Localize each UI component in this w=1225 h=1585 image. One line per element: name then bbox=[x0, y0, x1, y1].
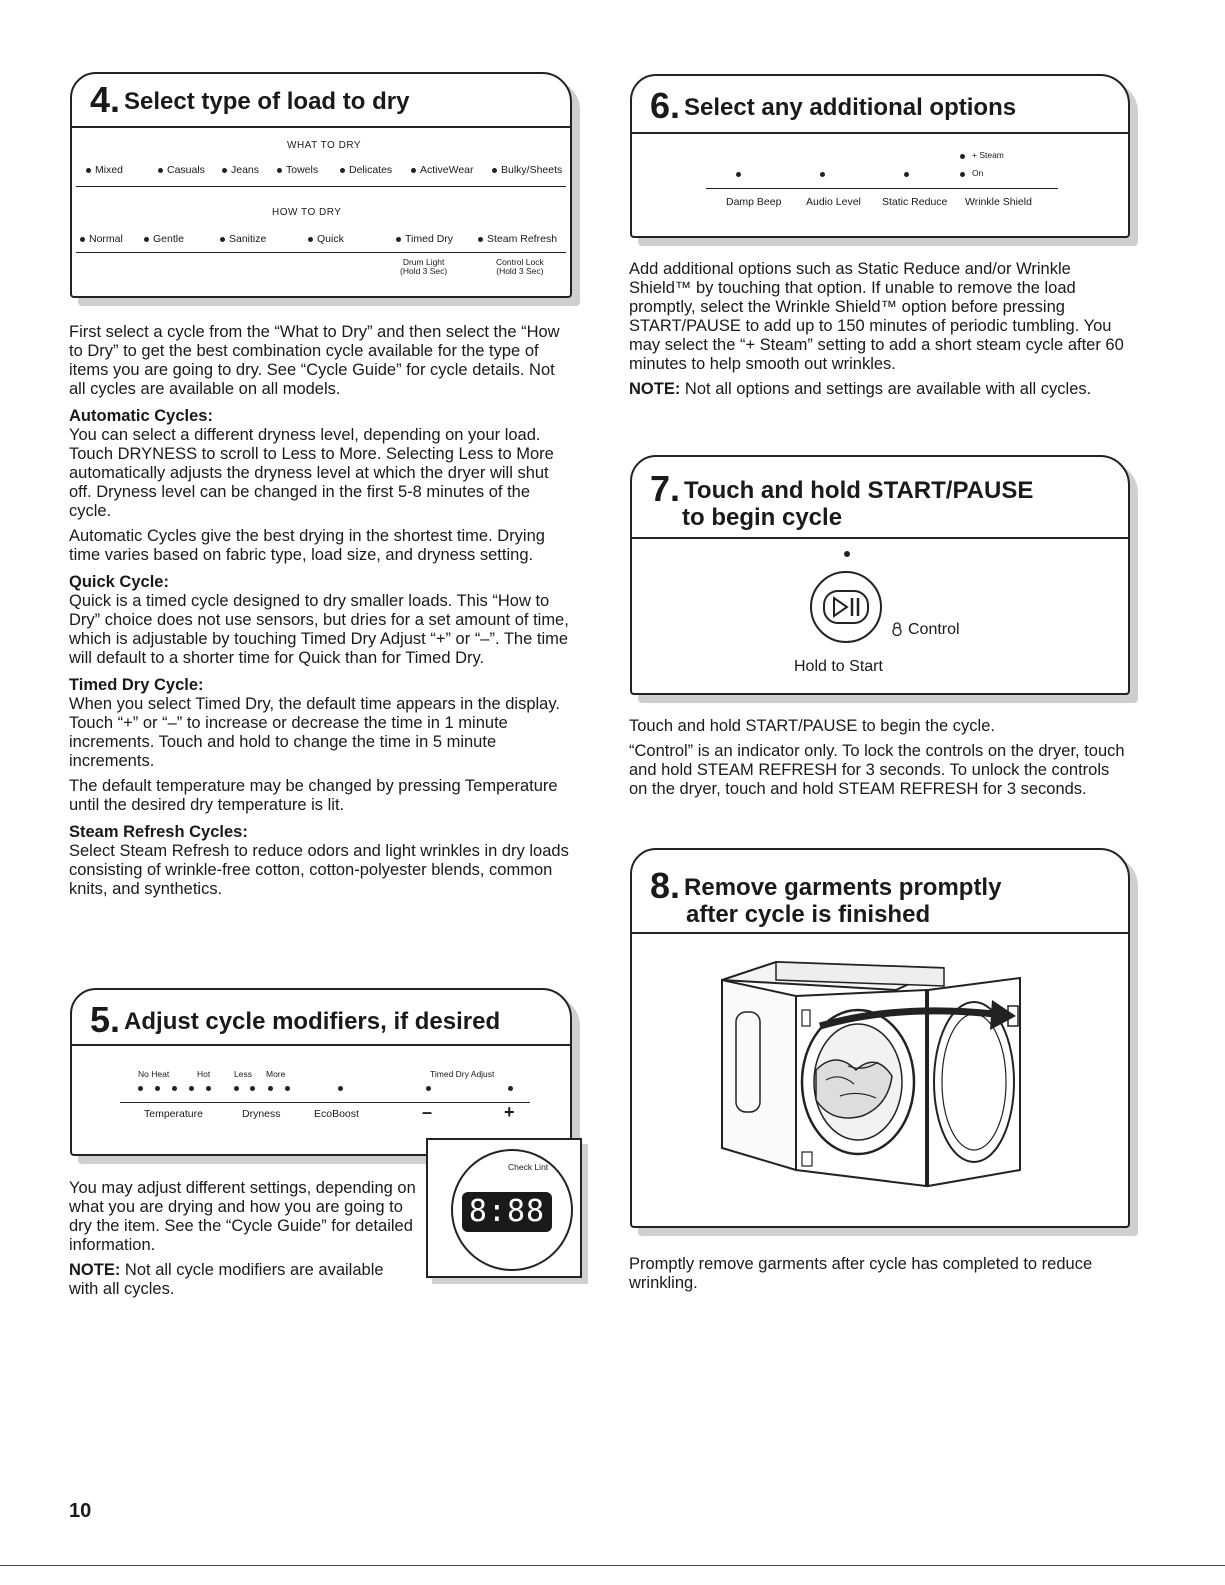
step5-note: NOTE: Not all cycle modifiers are available with all cycles. bbox=[69, 1261, 384, 1298]
step5-text bbox=[69, 1179, 417, 1299]
temperature-label: Temperature bbox=[144, 1108, 203, 1120]
option-label: Wrinkle Shield bbox=[965, 196, 1032, 208]
drum-light-label: Drum Light (Hold 3 Sec) bbox=[400, 257, 448, 276]
more-label: More bbox=[266, 1069, 286, 1079]
step5-header bbox=[72, 990, 570, 1046]
step6-title: 6. Select any additional options bbox=[650, 85, 1017, 126]
what-item: Mixed bbox=[86, 164, 123, 176]
what-item: Bulky/Sheets bbox=[492, 164, 562, 176]
automatic-cycles-p2: Automatic Cycles give the best drying in the shortest time. Drying time varies based on fabric type, load size, and dryness setting. bbox=[69, 527, 545, 564]
automatic-cycles-p1: You can select a different dryness level, depending on your load. Touch DRYNESS to scroll to Less to More. Selecting Less to More automatically adjusts the dryness level at which the dryer will shut off. Dryness level can be changed in the first 5-8 minutes of the cycle. bbox=[69, 426, 554, 520]
how-to-dry-label: HOW TO DRY bbox=[272, 207, 342, 218]
control-lock-label: Control Lock (Hold 3 Sec) bbox=[496, 257, 544, 276]
step7-title: 7. Touch and hold START/PAUSE to begin cycle bbox=[650, 468, 1034, 531]
control-label: Control bbox=[908, 621, 960, 638]
how-item: Steam Refresh bbox=[478, 233, 557, 245]
less-label: Less bbox=[234, 1069, 252, 1079]
quick-cycle-p: Quick is a timed cycle designed to dry smaller loads. This “How to Dry” choice does not use sensors, but dries for a set amount of time, which is adjustable by touching Timed Dry Adjust “+” or “–”. The time will default to a shorter time for Quick than for Timed Dry. bbox=[69, 592, 569, 667]
timed-dry-heading: Timed Dry Cycle: bbox=[69, 676, 204, 694]
dryness-label: Dryness bbox=[242, 1108, 281, 1120]
step4-text bbox=[69, 323, 569, 899]
how-item: Timed Dry bbox=[396, 233, 453, 245]
how-item: Quick bbox=[308, 233, 344, 245]
quick-cycle-heading: Quick Cycle: bbox=[69, 573, 169, 591]
step7-p2: “Control” is an indicator only. To lock the controls on the dryer, touch and hold STEAM REFRESH for 3 seconds. To unlock the controls on the dryer, touch and hold STEAM REFRESH for 3 seconds. bbox=[629, 742, 1125, 798]
what-item: Towels bbox=[277, 164, 318, 176]
display-digits: 8:88 bbox=[468, 1194, 546, 1229]
option-label: Static Reduce bbox=[882, 196, 948, 208]
step7-header bbox=[632, 457, 1128, 539]
footer-rule bbox=[0, 1565, 1225, 1566]
plus-button: + bbox=[504, 1102, 515, 1122]
step4-panel bbox=[70, 72, 572, 298]
modifier-rule bbox=[120, 1102, 530, 1103]
ecoboost-label: EcoBoost bbox=[314, 1108, 359, 1120]
steam-refresh-p: Select Steam Refresh to reduce odors and light wrinkles in dry loads consisting of wrinkle-free cotton, cotton-polyester blends, common knits, and synthetics. bbox=[69, 842, 569, 898]
option-label: Damp Beep bbox=[726, 196, 782, 208]
step6-p1: Add additional options such as Static Reduce and/or Wrinkle Shield™ by touching that option. If unable to remove the load promptly, select the Wrinkle Shield™ option before pressing START/PAUSE to add up to 150 minutes of periodic tumbling. You may select the “+ Steam” setting to add a short steam cycle after 60 minutes to help smooth out wrinkles. bbox=[629, 260, 1124, 373]
timed-dry-p1: When you select Timed Dry, the default time appears in the display. Touch “+” or “–” to increase or decrease the time in 1 minute increments. Touch and hold to change the time in 5 minute increments. bbox=[69, 695, 560, 770]
step8-header bbox=[632, 850, 1128, 934]
steam-refresh-heading: Steam Refresh Cycles: bbox=[69, 823, 248, 841]
step7-text bbox=[629, 717, 1129, 799]
option-label: Audio Level bbox=[806, 196, 861, 208]
minus-button: – bbox=[422, 1102, 433, 1122]
dryer-illustration bbox=[716, 950, 1046, 1190]
lock-icon bbox=[890, 621, 904, 637]
what-to-dry-label: WHAT TO DRY bbox=[287, 140, 362, 151]
start-indicator-dot bbox=[844, 551, 850, 557]
step5-p1: You may adjust different settings, depending on what you are drying and how you are going to dry the item. See the “Cycle Guide” for detailed information. bbox=[69, 1179, 416, 1254]
what-item: Delicates bbox=[340, 164, 392, 176]
steam-dot bbox=[960, 154, 965, 159]
step4-title: 4. Select type of load to dry bbox=[90, 79, 410, 120]
step4-intro: First select a cycle from the “What to Dry” and then select the “How to Dry” to get the best combination cycle available for the type of items you are going to dry. See “Cycle Guide” for cycle details. Not all cycles are available on all models. bbox=[69, 323, 560, 398]
step5-panel bbox=[70, 988, 572, 1156]
step8-text bbox=[629, 1255, 1109, 1293]
timed-dry-adjust-label: Timed Dry Adjust bbox=[430, 1069, 495, 1079]
step6-text bbox=[629, 260, 1129, 399]
what-rule bbox=[76, 186, 566, 187]
how-rule bbox=[76, 252, 566, 253]
on-label: On bbox=[972, 168, 984, 178]
step4-header bbox=[72, 74, 570, 128]
timed-dry-p2: The default temperature may be changed by pressing Temperature until the desired dry temperature is lit. bbox=[69, 777, 558, 814]
display-inset bbox=[426, 1138, 582, 1278]
play-pause-icon bbox=[812, 573, 880, 641]
hot-label: Hot bbox=[197, 1069, 211, 1079]
check-lint-label: Check Lint bbox=[508, 1162, 549, 1172]
how-item: Gentle bbox=[144, 233, 184, 245]
step5-title: 5. Adjust cycle modifiers, if desired bbox=[90, 999, 501, 1040]
no-heat-label: No Heat bbox=[138, 1069, 170, 1079]
how-item: Sanitize bbox=[220, 233, 266, 245]
step6-panel bbox=[630, 74, 1130, 238]
step6-note: NOTE: Not all options and settings are available with all cycles. bbox=[629, 380, 1092, 398]
what-item: ActiveWear bbox=[411, 164, 474, 176]
page-number: 10 bbox=[69, 1500, 92, 1522]
hold-to-start-label: Hold to Start bbox=[794, 658, 883, 675]
start-pause-button[interactable] bbox=[810, 571, 882, 643]
step8-title: 8. Remove garments promptly after cycle is finished bbox=[650, 865, 1002, 928]
steam-label: + Steam bbox=[972, 150, 1004, 160]
step8-p1: Promptly remove garments after cycle has completed to reduce wrinkling. bbox=[629, 1255, 1093, 1292]
step7-p1: Touch and hold START/PAUSE to begin the cycle. bbox=[629, 717, 995, 735]
options-rule bbox=[706, 188, 1058, 189]
what-item: Jeans bbox=[222, 164, 259, 176]
step6-header bbox=[632, 76, 1128, 134]
automatic-cycles-heading: Automatic Cycles: bbox=[69, 407, 213, 425]
how-item: Normal bbox=[80, 233, 123, 245]
step7-panel bbox=[630, 455, 1130, 695]
what-item: Casuals bbox=[158, 164, 205, 176]
step8-panel bbox=[630, 848, 1130, 1228]
